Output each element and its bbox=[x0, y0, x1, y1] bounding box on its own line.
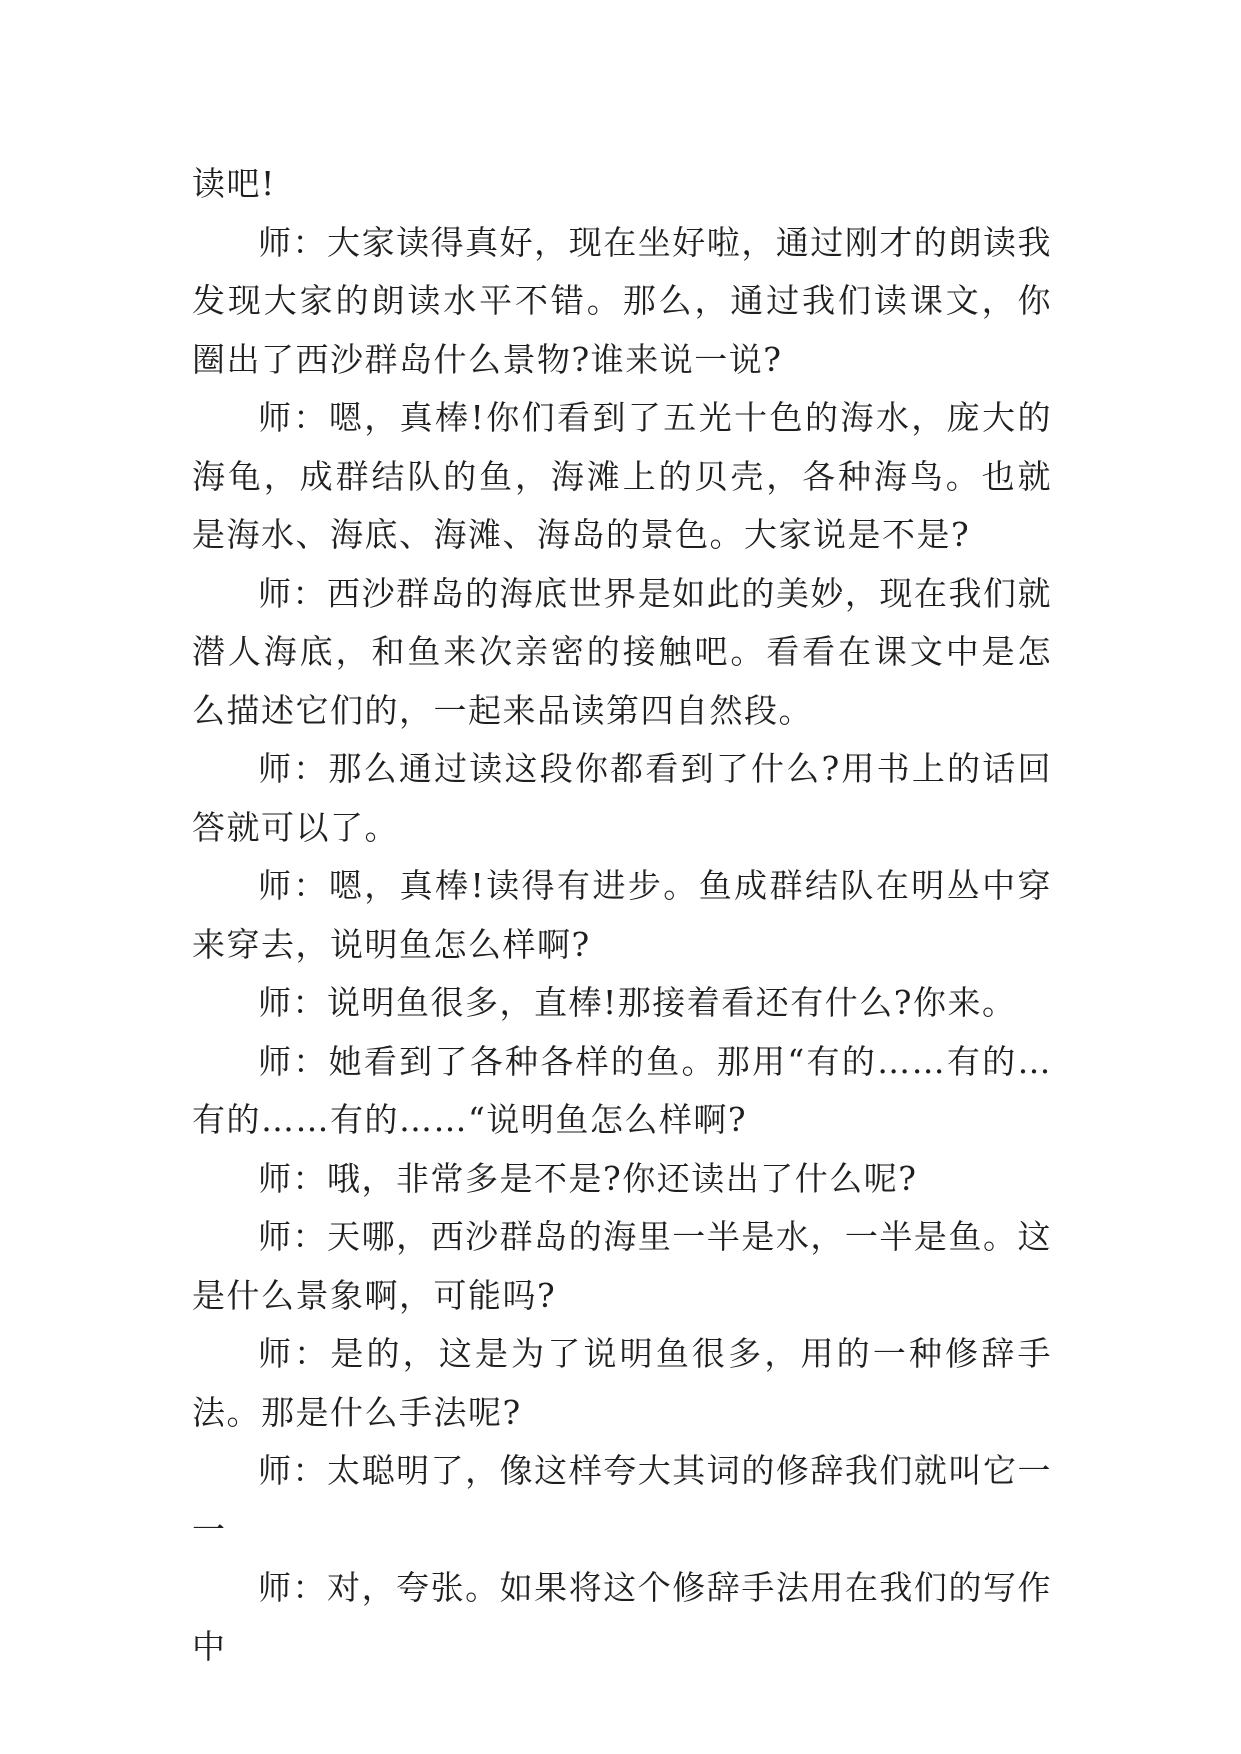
document-body bbox=[192, 155, 1052, 1676]
paragraph-4: 师：西沙群岛的海底世界是如此的美妙，现在我们就潜人海底，和鱼来次亲密的接触吧。看看在课文中是怎么描述它们的，一起来品读第四自然段。 bbox=[192, 573, 1052, 730]
paragraph-6: 师：嗯，真棒!读得有进步。鱼成群结队在明丛中穿来穿去，说明鱼怎么样啊? bbox=[192, 866, 1052, 964]
paragraph-7: 师：说明鱼很多，直棒!那接着看还有什么?你来。 bbox=[258, 983, 1017, 1022]
paragraph-5: 师：那么通过读这段你都看到了什么?用书上的话回答就可以了。 bbox=[192, 749, 1052, 847]
paragraph-11: 师：是的，这是为了说明鱼很多，用的一种修辞手法。那是什么手法呢? bbox=[192, 1334, 1052, 1432]
paragraph-12: 师：太聪明了，像这样夸大其词的修辞我们就叫它一一 bbox=[192, 1451, 1052, 1549]
paragraph-13: 师：对，夸张。如果将这个修辞手法用在我们的写作中 bbox=[192, 1568, 1052, 1666]
paragraph-1: 读吧! bbox=[192, 164, 276, 203]
paragraph-2: 师：大家读得真好，现在坐好啦，通过刚才的朗读我发现大家的朗读水平不错。那么，通过我们读课文，你圈出了西沙群岛什么景物?谁来说一说? bbox=[192, 222, 1052, 379]
paragraph-3: 师：嗯，真棒!你们看到了五光十色的海水，庞大的海龟，成群结队的鱼，海滩上的贝壳，各种海鸟。也就是海水、海底、海滩、海岛的景色。大家说是不是? bbox=[192, 398, 1052, 554]
paragraph-10: 师：天哪，西沙群岛的海里一半是水，一半是鱼。这是什么景象啊，可能吗? bbox=[192, 1217, 1052, 1315]
paragraph-8: 师：她看到了各种各样的鱼。那用“有的……有的…有的……有的……“说明鱼怎么样啊? bbox=[192, 1041, 1052, 1139]
paragraph-9: 师：哦，非常多是不是?你还读出了什么呢? bbox=[258, 1158, 918, 1198]
